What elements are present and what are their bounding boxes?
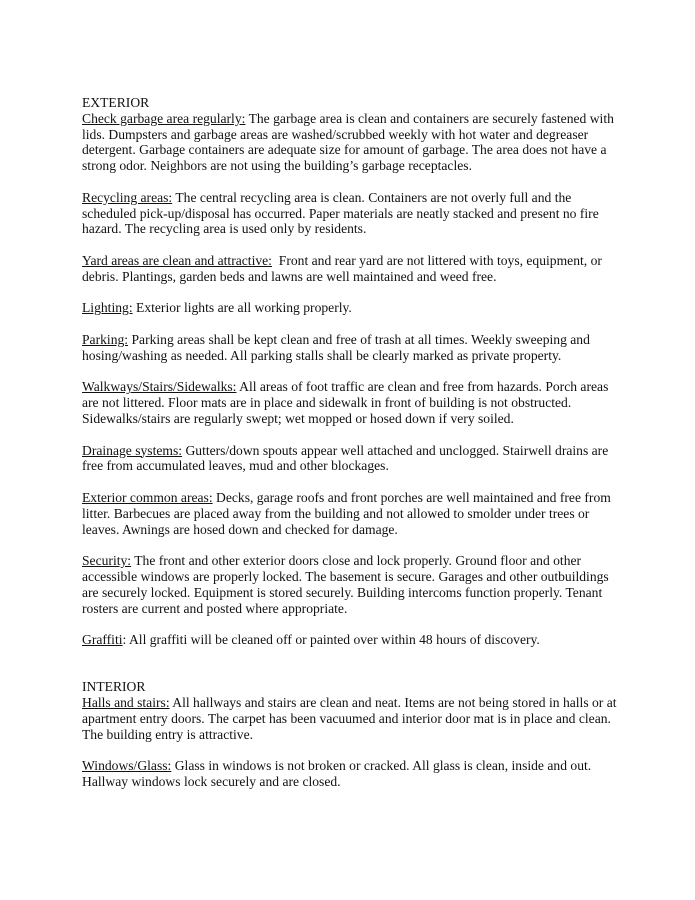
item-term: Walkways/Stairs/Sidewalks:: [82, 379, 237, 395]
item-recycling-areas: [82, 190, 622, 237]
item-text: The central recycling area is clean. Containers are not overly full and the scheduled pick-up/disposal has occurred. Paper materials are neatly stacked and present no fire hazard. The recycling area is used only by residents.: [82, 189, 599, 237]
item-halls-and-stairs: [82, 695, 622, 742]
section-heading-exterior: EXTERIOR: [82, 95, 150, 110]
item-lighting: [82, 300, 622, 316]
item-term: Graffiti: [82, 632, 123, 648]
section-heading-interior: INTERIOR: [82, 679, 146, 695]
item-term: Yard areas are clean and attractive:: [82, 252, 272, 268]
item-exterior-common-areas: [82, 490, 622, 537]
item-yard-areas: [82, 253, 622, 285]
item-term: Parking:: [82, 331, 129, 347]
item-text: Exterior lights are all working properly.: [136, 300, 352, 316]
item-separator: :: [122, 632, 129, 648]
item-term: Exterior common areas:: [82, 489, 213, 505]
interior-section: [82, 679, 622, 790]
section-gap: [82, 664, 622, 680]
item-text: Gutters/down spouts appear well attached and unclogged. Stairwell drains are free from accumulated leaves, mud and other blockages.: [82, 442, 609, 474]
item-graffiti: [82, 632, 622, 648]
item-text: All areas of foot traffic are clean and free from hazards. Porch areas are not littered. Floor mats are in place and sidewalk in front of building is not obstructed. Sidewalks/stairs are regularly swept; wet mopped or hosed down if very soiled.: [82, 379, 609, 426]
item-walkways: [82, 379, 622, 426]
item-drainage-systems: [82, 443, 622, 475]
item-term: Check garbage area regularly:: [82, 110, 246, 126]
item-term: Windows/Glass:: [82, 758, 172, 774]
item-separator: [272, 253, 279, 268]
item-term: Recycling areas:: [82, 189, 173, 205]
item-text: Glass in windows is not broken or cracked. All glass is clean, inside and out. Hallway windows lock securely and are closed.: [82, 758, 592, 790]
item-text: The front and other exterior doors close and lock properly. Ground floor and other accessible windows are properly locked. The basement is secure. Garages and other outbuildings are securely locked. Equipment is stored securely. Building intercoms function properly. Tenant rosters are current and posted where appropriate.: [82, 553, 609, 616]
item-term: Security:: [82, 553, 132, 569]
item-windows-glass: [82, 758, 622, 790]
item-term: Lighting:: [82, 300, 133, 316]
item-text: Decks, garage roofs and front porches are well maintained and free from litter. Barbecues are placed away from the building and not allowed to smolder under trees or leaves. Awnings are hosed down and checked for damage.: [82, 489, 611, 537]
item-term: Drainage systems:: [82, 442, 183, 458]
item-security: [82, 553, 622, 616]
document-body: [82, 95, 622, 806]
item-text: All hallways and stairs are clean and neat. Items are not being stored in halls or at apartment entry doors. The carpet has been vacuumed and interior door mat is in place and clean. The building entry is attractive.: [82, 695, 617, 742]
item-garbage-area: [82, 111, 622, 174]
item-text: Front and rear yard are not littered with toys, equipment, or debris. Plantings, garden beds and lawns are well maintained and weed free.: [82, 252, 602, 284]
item-text: All graffiti will be cleaned off or painted over within 48 hours of discovery.: [128, 632, 540, 648]
item-text: The garbage area is clean and containers are securely fastened with lids. Dumpsters and garbage areas are washed/scrubbed weekly with hot water and degreaser detergent. Garbage containers are adequate size for amount of garbage. The area does not have a strong odor. Neighbors are not using the building’s garbage receptacles.: [82, 110, 614, 174]
exterior-section: [82, 95, 622, 648]
item-text: Parking areas shall be kept clean and free of trash at all times. Weekly sweeping and hosing/washing as needed. All parking stalls shall be clearly marked as private property.: [82, 331, 590, 363]
item-parking: [82, 332, 622, 364]
item-term: Halls and stairs:: [82, 695, 170, 711]
